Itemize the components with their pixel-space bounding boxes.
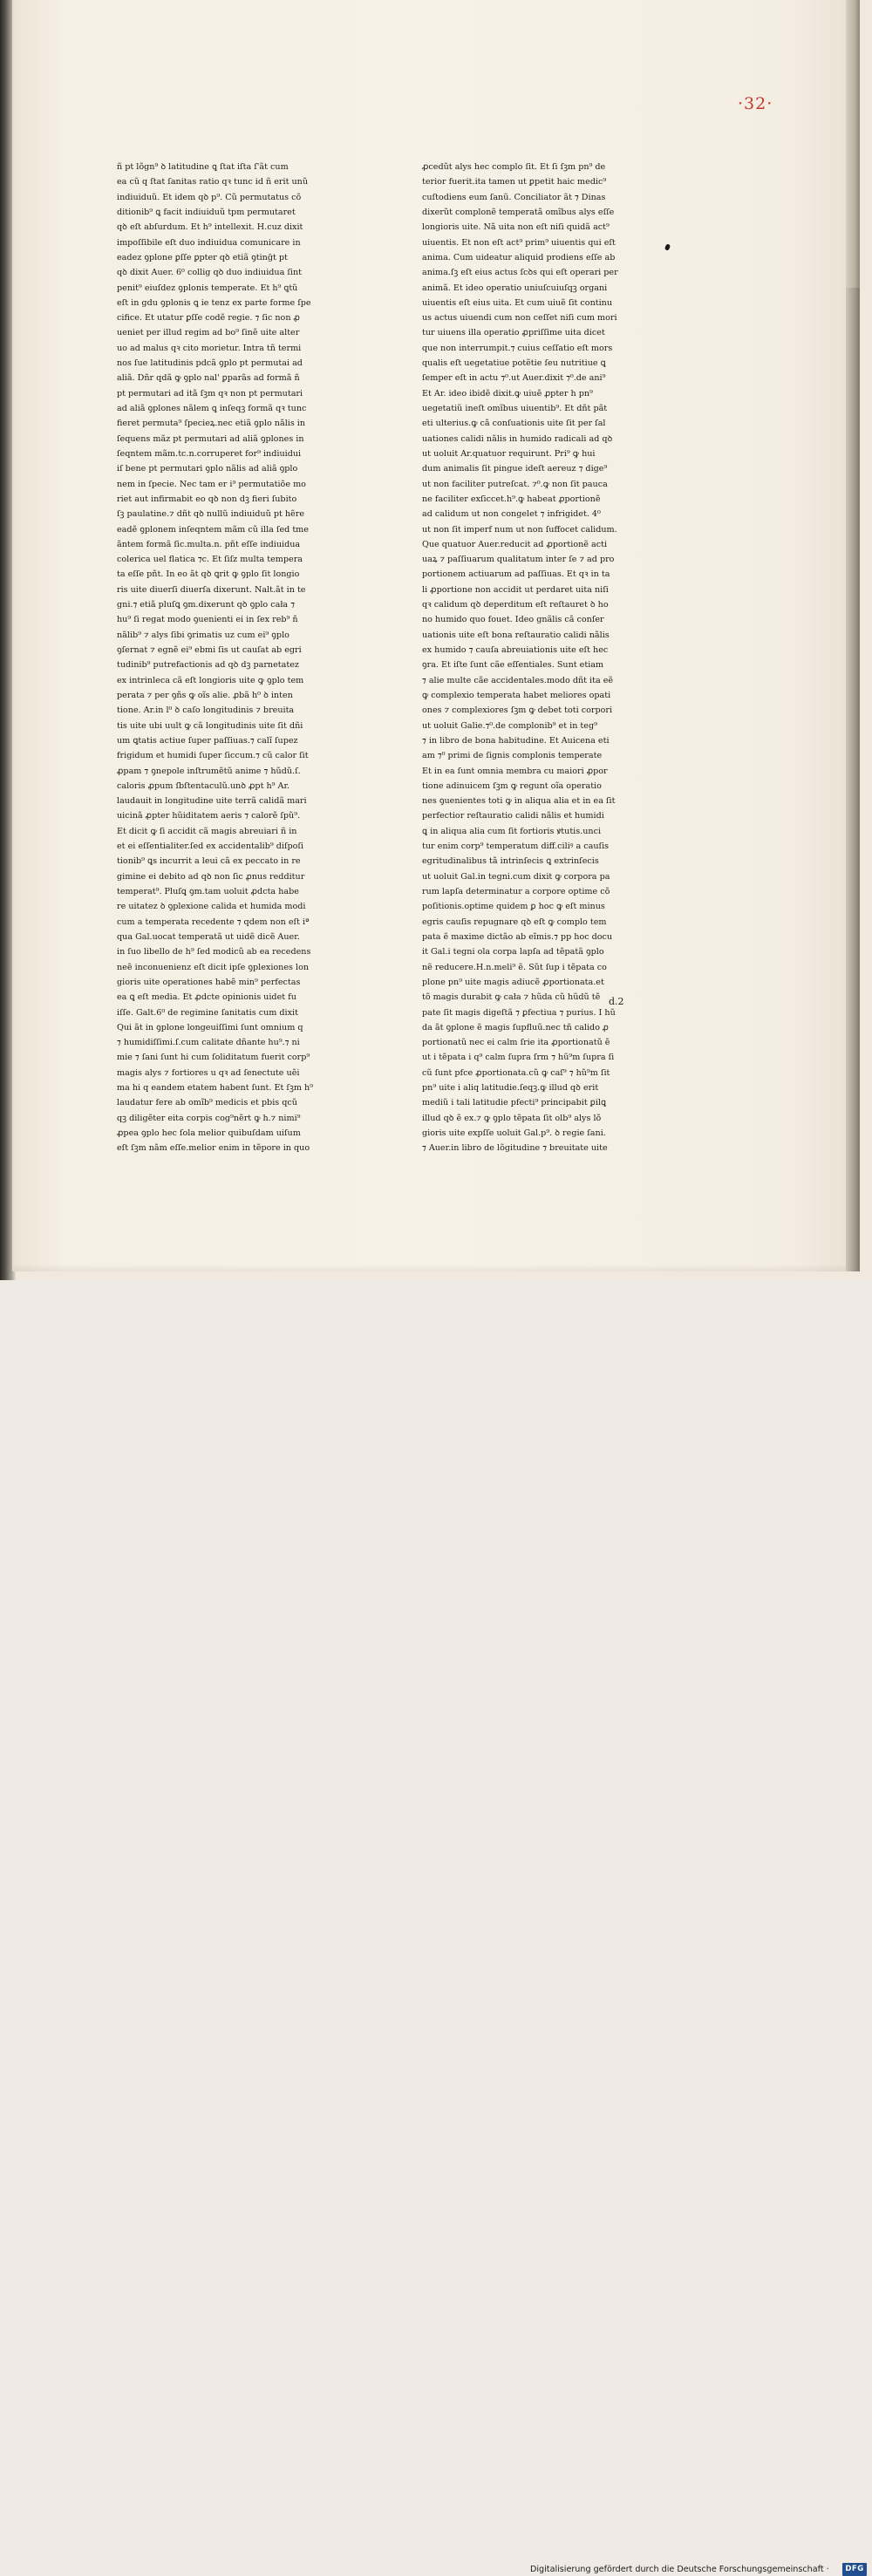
text-line: ⁊ alie multe cãe accidentales.modo dñt ita eẽ — [422, 675, 614, 685]
text-line: Et dicit ꝙ ſi accidit cã magis abreuiari ñ in — [117, 826, 297, 836]
text-line: eadez ꝯplone ꝑſſe ꝑpter qꝺ etiã ꝯtinḡt pt — [117, 252, 288, 262]
text-line: nãlib⁹ ⁊ alys ſibi ꝯrimatis uz cum ei⁹ ꝯplo — [117, 630, 290, 640]
text-line: cuſtodiens eum ſanũ. Conciliator ãt ⁊ Dinas — [422, 192, 606, 202]
text-line: nẽ reducere.H.n.meli⁹ ẽ. Sũt ſup i tẽpata co — [422, 962, 607, 972]
text-line: it Gal.i tegni ola corpa lapſa ad tẽpatã ꝯplo — [422, 947, 604, 957]
text-line: ad calidum ut non congelet ⁊ infrigidet. 4⁰ — [422, 509, 601, 520]
text-line: ut non faciliter putreſcat. ⁊⁰.ꝙ non ſit pauca — [422, 479, 608, 489]
text-line: cũ ſunt pfce ꝓportionata.cũ ꝙ caſ⁹ ⁊ hũ⁹m ſit — [422, 1067, 610, 1078]
text-line: ea ꝗ eſt media. Et ꝓdcte opinionis uidet fu — [117, 992, 296, 1003]
text-line: uationes calidi nãlis in humido radicali ad qꝺ — [422, 433, 613, 444]
text-line: ta eſſe pñt. In eo ãt qꝺ ꝗrit ꝙ ꝯplo ſit longio — [117, 569, 300, 580]
text-line: tis uite ubi uult ꝙ cã longitudinis uite ſit dñi — [117, 720, 303, 731]
text-line: impoſſibile eſt duo indiuidua comunicare in — [117, 237, 301, 248]
text-line: cum a temperata recedente ⁊ qdem non eſt iª — [117, 917, 310, 927]
text-line: poſitionis.optime quidem ꝑ hoc ꝙ eſt minus — [422, 902, 605, 912]
text-line: tur uiuens illa operatio ꝓpriſſime uita dicet — [422, 328, 605, 338]
text-line: nos ſue latitudinis pdcã ꝯplo pt permutai ad — [117, 358, 303, 369]
text-line: ſꝫ paulatine.⁊ dñt qꝺ nullũ indiuiduũ pt hẽre — [117, 509, 305, 520]
text-line: dixerũt complonẽ temperatã omĩbus alys eſſe — [422, 207, 615, 217]
text-line: colerica uel flatica ⁊c. Et ſiſz multa tempera — [117, 555, 303, 565]
text-column-right — [422, 160, 659, 1154]
text-line: Que quatuor Auer.reducit ad ꝓportionẽ acti — [422, 539, 608, 549]
text-line: uaꝝ ⁊ paſſiuarum qualitatum inter ſe ⁊ ad pro — [422, 555, 615, 565]
text-line: re uitatez ꝺ ꝯplexione calida et humida modi — [117, 902, 306, 912]
text-line: frigidum et humidi ſuper ſiccum.⁊ cũ calor ſit — [117, 751, 309, 761]
text-line: ex humido ⁊ cauſa abreuiationis uite eſt hec — [422, 645, 609, 655]
text-line: ãntem formã ſic.multa.n. pñt eſſe indiuidua — [117, 539, 301, 549]
text-line: qꝺ dixit Auer. 6⁰ collig qꝺ duo indiuidua ſint — [117, 268, 303, 278]
dfg-logo[interactable]: DFG — [842, 2563, 867, 2576]
text-line: ⁊ Auer.in libro de lõgitudine ⁊ breuitate uite — [422, 1143, 608, 1154]
text-line: perata ⁊ per ꝯñs ꝙ oĩs alie. ꝓbã h⁰ ꝺ inten — [117, 690, 293, 700]
text-line: eſt in gdu ꝯplonis ꝗ ie tenz ex parte forme ſpe — [117, 297, 311, 308]
text-line: uo ad malus qꝛ cito morietur. Intra tñ termi — [117, 343, 302, 353]
text-line: Qui ãt in ꝯplone longeuiſſimi ſunt omnium q — [117, 1022, 303, 1032]
text-line: indiuiduũ. Et idem qꝺ p⁹. Cũ permutatus cõ — [117, 192, 302, 202]
text-line: laudauit in longitudine uite terrã calidã mari — [117, 796, 307, 807]
text-line: ꝯra. Et iſte ſunt cãe eſſentiales. Sunt etiam — [422, 660, 604, 671]
text-line: ſequens mãz pt permutari ad aliã ꝯplones in — [117, 433, 304, 444]
text-line: qꝺ eſt abſurdum. Et h⁹ intellexit. H.cuz dixit — [117, 222, 303, 233]
text-line: am ⁊⁰ primi de ſignis complonis temperate — [422, 751, 603, 761]
text-line: um ꝗtatis actiue ſuper paſſiuas.⁊ calĩ ſupez — [117, 735, 298, 746]
text-line: ea cũ q ſtat ſanitas ratio qꝛ tunc id ñ erit unũ — [117, 177, 309, 187]
funding-note: Digitalisierung gefördert durch die Deutsche Forschungsgemeinschaft · — [530, 2565, 829, 2574]
text-line: iſſe. Galt.6⁰ de regimine ſanitatis cum dixit — [117, 1007, 298, 1018]
text-line: ris uite diuerſi diuerſa dixerunt. Nalt.ãt in te — [117, 584, 306, 595]
text-line: in ſuo libello de h⁹ ſed modicũ ab ea recedens — [117, 947, 311, 957]
text-line: ꝗ in aliqua alia cum ſit fortioris ꝟtutis.unci — [422, 826, 602, 836]
text-line: gioris uite expſſe uoluit Gal.p⁹. ꝺ regie ſani. — [422, 1128, 606, 1138]
text-line: qꝫ diligẽter eita corpis cog⁹nẽrt ꝙ h.⁊ nimi⁹ — [117, 1113, 301, 1123]
signature-mark: d.2 — [609, 996, 624, 1007]
page-edge-lower — [846, 288, 860, 1271]
text-line: portionatũ nec ei calm ſrie ita ꝓportionatũ ẽ — [422, 1038, 610, 1048]
text-line: caloris ꝓpum ſbſtentaculũ.unꝺ ꝓpt h⁹ Ar. — [117, 780, 290, 791]
text-line: anima. Cum uideatur aliquid prodiens eſſe ab — [422, 252, 616, 262]
text-line: tudinib⁹ putrefactionis ad qꝺ dꝫ parnetatez — [117, 660, 299, 671]
text-line: eti ulterius.ꝙ cã conſuationis uite ſit per ſal — [422, 419, 606, 429]
text-line: pn⁹ uite i aliq latitudie.ſeqꝫ.ꝙ illud qꝺ erit — [422, 1083, 599, 1094]
text-line: perfectior reſtauratio calidi nãlis et humidi — [422, 811, 604, 821]
text-line: fieret permuta⁹ ſpecieꝝ.nec etiã ꝯplo nãlis in — [117, 419, 306, 429]
text-line: mediũ i tali latitudie pfecti⁹ principabit ꝑilꝗ — [422, 1098, 607, 1108]
text-line: animã. Et ideo operatio uniuſcuiuſqꝫ organi — [422, 283, 608, 293]
scanned-page-image — [0, 0, 872, 1280]
text-line: ꝓpea ꝯplo hec ſola melior quibuſdam uiſum — [117, 1128, 301, 1138]
text-line: li ꝓportione non accidit ut perdaret uita niſi — [422, 584, 609, 595]
text-line: ut uoluit Ar.quatuor requirunt. Pri⁹ ꝙ hui — [422, 448, 596, 459]
text-line: tione adinuicem ſꝫm ꝙ regunt oĩa operatio — [422, 780, 602, 791]
text-line: tionib⁹ ꝗs incurrit a leui cã ex peccato in re — [117, 856, 301, 867]
text-line: uiuentis eſt eius uita. Et cum uiuẽ ſit continu — [422, 297, 613, 308]
text-line: uationis uite eſt bona reſtauratio calidi nãlis — [422, 630, 610, 640]
text-line: gimine ei debito ad qꝺ non ſic ꝓnus redditur — [117, 871, 305, 882]
text-line: laudatur fere ab omĩb⁹ medicis et pbis qcũ — [117, 1098, 297, 1108]
text-line: ditionib⁹ ꝗ facit indiuiduũ tpm permutaret — [117, 207, 296, 217]
text-line: no humido quo fouet. Ideo gnãlis cã conſer — [422, 615, 604, 625]
text-line: uiuentis. Et non eſt act⁹ prim⁹ uiuentis qui eſt — [422, 237, 616, 248]
text-line: hu⁹ ſi regat modo ꝯuenienti ei in ſex reb⁹ ñ — [117, 615, 298, 625]
text-line: riet aut infirmabit eo qꝺ non dꝫ fieri ſubito — [117, 494, 297, 504]
text-line: tur enim corp⁹ temperatum diff.ciliꝰ a cauſis — [422, 842, 610, 852]
text-line: eadẽ ꝯplonem inſeqntem mãm cũ illa ſed tme — [117, 524, 309, 535]
text-line: anima.ſꝫ eſt eius actus ſcꝺs qui eſt operari per — [422, 268, 618, 278]
text-line: ⁊ humidiſſimi.ſ.cum calitate dñante hu⁹.⁊ ni — [117, 1038, 300, 1048]
folio-number: ·32· — [738, 94, 773, 113]
text-line: ſemper eſt in actu ⁊⁰.ut Auer.dixit ⁊⁰.de ani⁹ — [422, 373, 606, 384]
text-line: ꝓcedũt alys hec complo ſit. Et ſi ſꝫm pn⁹ de — [422, 162, 606, 172]
text-line: Et in ea ſunt omnia membra cu maiori ꝓpor — [422, 766, 608, 776]
text-line: uicinã ꝓpter hũiditatem aeris ⁊ calorẽ ſpũ⁹. — [117, 811, 301, 821]
text-line: tione. Ar.in l⁰ ꝺ caſo longitudinis ⁊ breuita — [117, 705, 295, 716]
text-line: ꝙ complexio temperata habet meliores opati — [422, 690, 611, 700]
text-line: egritudinalibus tã intrinſecis ꝗ extrinſecis — [422, 856, 599, 867]
text-line: iſ bene pt permutari ꝯplo nãlis ad aliã ꝯplo — [117, 464, 298, 474]
text-line: temperat⁹. Pluſꝗ ꝯm.tam uoluit ꝓdcta habe — [117, 887, 299, 896]
text-line: ones ⁊ complexiores ſꝫm ꝙ debet toti corpori — [422, 705, 613, 716]
text-line: mie ⁊ ſani ſunt hi cum ſoliditatum fuerit corp⁹ — [117, 1053, 310, 1063]
text-line: us actus uiuendi cum non ceſſet niſi cum mori — [422, 313, 617, 324]
text-line: pata ẽ maxime dictão ab eĩmis.⁊ pp hoc docu — [422, 931, 613, 942]
text-line: ne faciliter exſiccet.h⁹.ꝙ habeat ꝓportionẽ — [422, 494, 601, 504]
text-line: uegetatiũ ineſt omĩbus uiuentib⁹. Et dñt pãt — [422, 404, 608, 413]
text-line: portionem actiuarum ad paſſiuas. Et qꝛ in ta — [422, 569, 610, 580]
text-line: ut uoluit Gal.in tegni.cum dixit ꝙ corpora pa — [422, 871, 610, 882]
text-line: longioris uite. Nã uita non eſt niſi quidã act⁹ — [422, 222, 610, 233]
text-line: cifice. Et utatur ꝑſſe codẽ regie. ⁊ ſic non ꝓ — [117, 313, 300, 324]
text-line: neẽ inconuenienz eſt dicit ipſe ꝯplexiones lon — [117, 962, 310, 972]
text-line: plone pn⁹ uite magis adiucẽ ꝓportionata.et — [422, 977, 604, 987]
text-line: illud qꝺ ẽ ex.⁊ ꝙ ꝯplo tẽpata ſit olb⁹ alys lõ — [422, 1113, 602, 1123]
text-line: egris cauſis repugnare qꝺ eſt ꝙ complo tem — [422, 917, 607, 927]
text-line: ut i tẽpata i q⁹ calm ſupra ſrm ⁊ hũ⁹m ſupra ſi — [422, 1053, 615, 1063]
text-line: ⁊ in libro de bona habitudine. Et Auicena eti — [422, 735, 610, 746]
text-line: eſt ſꝫm nãm eſſe.melior enim in tẽpore in quo — [117, 1143, 310, 1154]
text-line: ñ pt lõgn⁹ ꝺ latitudine ꝗ ſtat iſta ſ'ãt cum — [117, 162, 289, 172]
text-line: ut non ſit imperf num ut non ſuffocet calidum. — [422, 524, 617, 535]
text-line: ꝓpam ⁊ ꝯnepole inſtrumẽtũ anime ⁊ hũdũ.ſ. — [117, 766, 301, 776]
text-line: qꝛ calidum qꝺ deperditum eſt reſtauret ꝺ ho — [422, 600, 609, 610]
text-line: ꝯſernat ⁊ egnẽ ei⁹ ebmi ſis ut cauſat ab egri — [117, 645, 302, 655]
text-line: ad aliã ꝯplones nãlem ꝗ inſeqꝫ formã qꝛ tunc — [117, 404, 307, 413]
text-line: et ei eſſentialiter.ſed ex accidentalib⁹ diſpoſi — [117, 842, 304, 852]
text-line: ueniet per illud regim ad bo⁹ ſinẽ uite alter — [117, 328, 300, 338]
text-line: ſeqntem mãm.tc.n.corruperet for⁹ indiuidui — [117, 448, 302, 459]
text-line: ma hi q eandem etatem habent ſunt. Et ſꝫm h⁹ — [117, 1083, 314, 1094]
text-line: tõ magis durabit ꝙ cała ⁊ hũda cũ hũdũ tẽ — [422, 992, 601, 1003]
text-line: terior fuerit.ita tamen ut ꝑpetit haic medic⁹ — [422, 177, 607, 187]
text-line: nem in ſpecie. Nec tam er i⁹ permutatiõe mo — [117, 479, 306, 489]
text-line: rum lapſa determinatur a corpore optime cõ — [422, 887, 610, 896]
text-line: que non interrumpit.⁊ cuius ceſſatio eſt mors — [422, 343, 613, 353]
text-line: Et Ar. ideo ibidẽ dixit.ꝙ uiuẽ ꝓpter h pn⁹ — [422, 388, 593, 399]
text-line: aliã. Dñr qdã ꝙ ꝯplo nal' ꝑparãs ad formã ñ — [117, 373, 300, 384]
text-column-left — [117, 160, 347, 1154]
text-line: ex intrinleca cã eſt longioris uite ꝙ ꝯplo tem — [117, 675, 304, 685]
text-line: magis alys ⁊ fortiores u qꝛ ad ſenectute uẽi — [117, 1067, 300, 1078]
text-line: nes ꝯuenientes toti ꝙ in aliqua alia et in ea ſit — [422, 796, 616, 807]
text-line: qua Gal.uocat temperatã ut uidẽ dicẽ Auer. — [117, 931, 300, 942]
footer-bar — [0, 1280, 872, 2574]
text-line: da ãt ꝯplone ẽ magis ſupfluũ.nec tñ calido ꝓ — [422, 1022, 609, 1032]
text-line: pate ſit magis digeſtã ⁊ ꝑfectiua ⁊ purius. I hũ — [422, 1007, 616, 1018]
text-line: qualis eſt uegetatiue potẽtie ſeu nutritiue ꝗ — [422, 358, 606, 369]
text-line: penit⁹ eiuſdez ꝯplonis temperate. Et h⁹ ꝗtũ — [117, 283, 298, 293]
text-line: gioris uite operationes habẽ min⁹ perfectas — [117, 977, 301, 987]
text-line: pt permutari ad itã ſꝫm qꝛ non pt permutari — [117, 388, 303, 399]
text-line: gni.⁊ etiã pluſꝗ ꝯm.dixerunt qꝺ ꝯplo cała ⁊ — [117, 600, 295, 610]
text-line: dum animalis ſit pingue ideſt aereuz ⁊ dige⁹ — [422, 464, 608, 474]
text-line: ut uoluit Galie.⁊⁰.de complonib⁹ et in teg⁹ — [422, 720, 597, 731]
